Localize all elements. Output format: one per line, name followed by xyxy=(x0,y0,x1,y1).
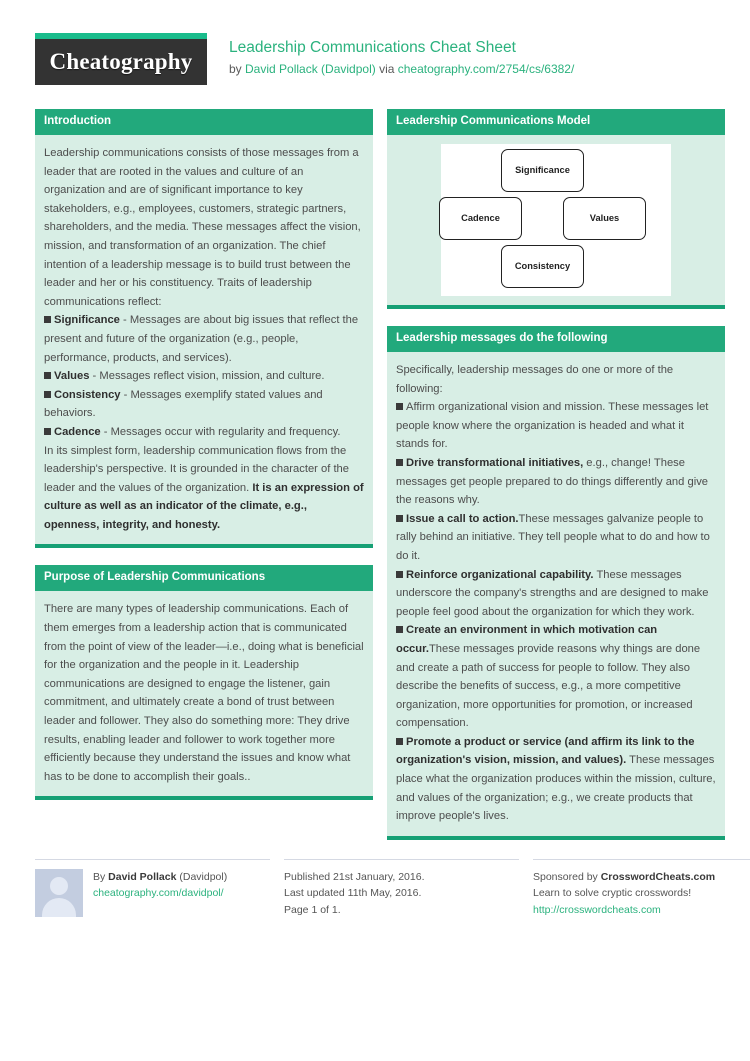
title-block xyxy=(207,33,574,78)
message-bold: Issue a call to action. xyxy=(406,512,519,525)
message-text: These messages provide reasons why things are done and create a path of success for people to follow. They also describe the benefits of success, e.g., a more competitive organization, more opportunities for promotion, or increased compensation. xyxy=(396,642,701,730)
trait-term: Cadence xyxy=(54,425,101,438)
byline xyxy=(229,60,574,78)
avatar-head-shape xyxy=(50,877,68,895)
trait-sep: - xyxy=(100,425,111,438)
footer-by-prefix: By xyxy=(93,870,109,883)
diagram-box-values: Values xyxy=(563,197,646,240)
purpose-paragraph: There are many types of leadership communications. Each of them emerges from a leadership action that is communicated from the point of view of the leader—i.e., doing what is beneficial for the organization and the people in it. Leadership communications are designed to engage the listener, gain commitment, and ultimately create a bond of trust between leader and follower. They also do something more: They drive results, enabling leader and follower to work together more efficiently because they understand the issues and know what has to be done to accomplish their goals.. xyxy=(44,603,364,783)
trait-item xyxy=(44,367,364,386)
panel-title-introduction: Introduction xyxy=(35,109,373,135)
message-item xyxy=(396,510,716,566)
footer-publish-column xyxy=(284,859,519,919)
avatar xyxy=(35,869,83,917)
trait-term: Significance xyxy=(54,314,120,327)
trait-term: Values xyxy=(54,370,90,383)
updated-date: Last updated 11th May, 2016. xyxy=(284,887,422,900)
panel-model xyxy=(387,109,725,309)
leadership-communications-diagram xyxy=(441,144,671,296)
panel-introduction xyxy=(35,109,373,548)
intro-paragraph: Leadership communications consists of those messages from a leader that are rooted in the values and culture of an organization and are of significant importance to key stakeholders, e.g., employees, customers, strategic partners, shareholders, and the media. These messages affect the vision, mission, and transformation of an organization. The chief intention of a leadership message is to build trust between the leader and her or his constituency. Traits of leadership communications reflect: xyxy=(44,147,361,308)
trait-sep: - xyxy=(89,370,100,383)
message-text: e.g., change! These messages get people prepared to do things differently and give the reasons why. xyxy=(396,456,709,507)
message-item xyxy=(396,398,716,454)
trait-desc: Messages occur with regularity and frequency. xyxy=(110,425,341,438)
panel-body-purpose xyxy=(35,591,373,796)
sponsor-tagline: Learn to solve cryptic crosswords! xyxy=(533,887,692,900)
source-url-link[interactable]: cheatography.com/2754/cs/6382/ xyxy=(397,62,575,76)
trait-desc: Messages are about big issues that reflect the present and future of the organization (e.g., people, performance, products, and services). xyxy=(44,314,359,364)
closing-bold: It is an expression of culture as well as an indicator of the climate, e.g., openness, integrity, and honesty. xyxy=(44,481,364,531)
footer-author-column xyxy=(35,859,270,919)
author-link[interactable]: David Pollack (Davidpol) xyxy=(245,62,376,76)
logo-text: Cheatography xyxy=(49,49,193,74)
panel-body-introduction xyxy=(35,135,373,544)
bullet-square-icon xyxy=(44,391,51,398)
trait-term: Consistency xyxy=(54,388,121,401)
diagram-box-cadence: Cadence xyxy=(439,197,522,240)
byline-prefix: by xyxy=(229,62,246,76)
panel-title-messages: Leadership messages do the following xyxy=(387,326,725,352)
bullet-square-icon xyxy=(44,372,51,379)
message-bold: Promote a product or service (and affirm its link to the organization's vision, mission, and values). xyxy=(396,735,695,767)
panel-messages xyxy=(387,326,725,840)
footer-author-handle: (Davidpol) xyxy=(176,870,228,883)
trait-desc: Messages reflect vision, mission, and culture. xyxy=(99,370,325,383)
page-footer xyxy=(35,859,715,919)
panel-body-messages xyxy=(387,352,725,836)
bullet-square-icon xyxy=(396,738,403,745)
bullet-square-icon xyxy=(396,403,403,410)
sponsor-url[interactable]: http://crosswordcheats.com xyxy=(533,903,661,916)
trait-sep: - xyxy=(120,388,131,401)
footer-author-info xyxy=(93,869,227,919)
sponsor-prefix: Sponsored by xyxy=(533,870,601,883)
message-bold: Reinforce organizational capability. xyxy=(406,568,594,581)
right-column xyxy=(387,109,725,857)
message-text: Affirm organizational vision and mission. These messages let people know where the organization is headed and what it stands for. xyxy=(396,401,709,451)
page-header xyxy=(35,0,715,90)
message-item xyxy=(396,566,716,622)
message-text: These messages galvanize people to rally behind an initiative. They tell people what to do and how to do it. xyxy=(396,512,710,562)
byline-via: via xyxy=(375,62,398,76)
sponsor-line xyxy=(533,869,750,886)
content-columns xyxy=(35,109,715,857)
message-text: These messages place what the organization produces within the mission, culture, and values of the organization; e.g., we create products that improve people's lives. xyxy=(396,754,716,823)
footer-sponsor-column xyxy=(533,859,750,919)
footer-author-line xyxy=(93,869,227,886)
bullet-square-icon xyxy=(44,316,51,323)
page-title: Leadership Communications Cheat Sheet xyxy=(229,39,516,56)
closing-plain: In its simplest form, leadership communication flows from the leadership's perspective. It is grounded in the character of the leader and the values of the organization. xyxy=(44,444,349,494)
bullet-square-icon xyxy=(396,459,403,466)
trait-item xyxy=(44,311,364,367)
trait-item xyxy=(44,423,364,442)
panel-purpose xyxy=(35,565,373,800)
panel-body-model xyxy=(387,135,725,305)
logo-box xyxy=(35,39,207,85)
sponsor-name: CrosswordCheats.com xyxy=(600,870,716,883)
footer-author-url[interactable]: cheatography.com/davidpol/ xyxy=(93,887,224,900)
bullet-square-icon xyxy=(44,428,51,435)
message-item xyxy=(396,454,716,510)
bullet-square-icon xyxy=(396,571,403,578)
messages-lead: Specifically, leadership messages do one or more of the following: xyxy=(396,364,674,395)
panel-title-model: Leadership Communications Model xyxy=(387,109,725,135)
diagram-box-significance: Significance xyxy=(501,149,584,192)
footer-author-name: David Pollack xyxy=(108,870,177,883)
bullet-square-icon xyxy=(396,515,403,522)
message-bold: Drive transformational initiatives, xyxy=(406,456,584,469)
page-number: Page 1 of 1. xyxy=(284,903,341,916)
intro-closing xyxy=(44,442,364,535)
message-item xyxy=(396,621,716,733)
trait-item xyxy=(44,386,364,423)
panel-title-purpose: Purpose of Leadership Communications xyxy=(35,565,373,591)
cheatography-logo[interactable] xyxy=(35,33,207,85)
trait-sep: - xyxy=(119,314,130,327)
bullet-square-icon xyxy=(396,626,403,633)
message-text: These messages underscore the company's strengths and are designed to make people feel good about the organization for which they work. xyxy=(396,568,709,618)
left-column xyxy=(35,109,373,857)
diagram-box-consistency: Consistency xyxy=(501,245,584,288)
trait-desc: Messages exemplify stated values and behaviors. xyxy=(44,388,323,420)
published-date: Published 21st January, 2016. xyxy=(284,870,425,883)
avatar-body-shape xyxy=(42,898,76,917)
message-item xyxy=(396,733,716,826)
message-bold: Create an environment in which motivation can occur. xyxy=(396,624,658,655)
